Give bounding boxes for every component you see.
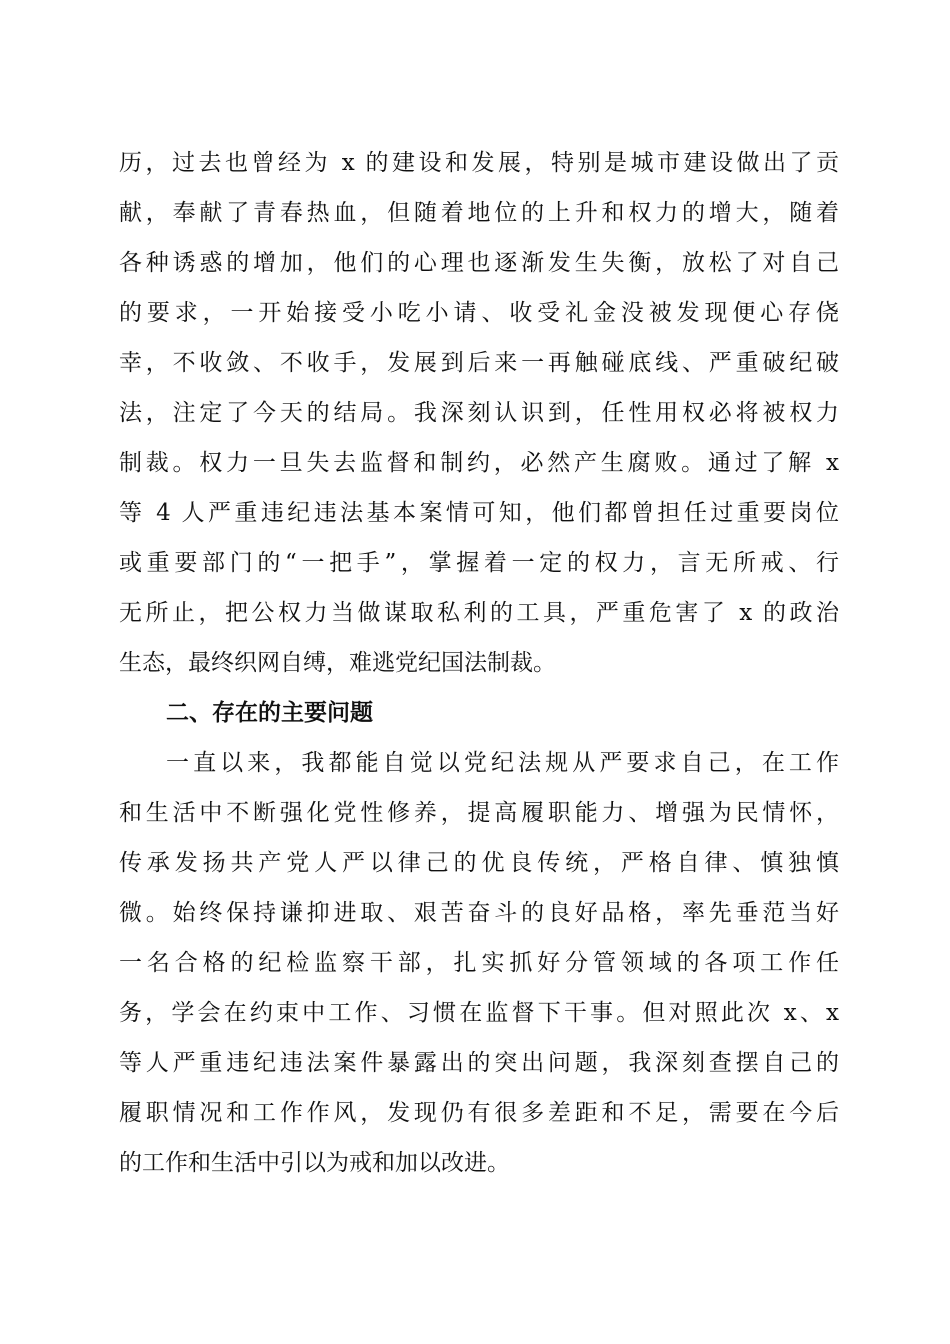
paragraph-line: 法，注定了今天的结局。我深刻认识到，任性用权必将被权力 xyxy=(119,400,839,426)
document-body xyxy=(119,138,839,1188)
paragraph-1 xyxy=(119,138,839,688)
paragraph-2 xyxy=(119,738,839,1188)
paragraph-line: 制裁。权力一旦失去监督和制约，必然产生腐败。通过了解 x xyxy=(119,450,839,476)
section-heading: 二、存在的主要问题 xyxy=(166,700,373,726)
paragraph-line: 务，学会在约束中工作、习惯在监督下干事。但对照此次 x、x xyxy=(119,1000,839,1026)
paragraph-line: 的要求，一开始接受小吃小请、收受礼金没被发现便心存侥 xyxy=(119,300,839,326)
paragraph-line: 和生活中不断强化党性修养，提高履职能力、增强为民情怀， xyxy=(119,800,839,826)
paragraph-line: 等人严重违纪违法案件暴露出的突出问题，我深刻查摆自己的 xyxy=(119,1050,839,1076)
paragraph-line: 献，奉献了青春热血，但随着地位的上升和权力的增大，随着 xyxy=(119,200,839,226)
paragraph-line: 的工作和生活中引以为戒和加以改进。 xyxy=(119,1150,510,1176)
paragraph-line: 微。始终保持谦抑进取、艰苦奋斗的良好品格，率先垂范当好 xyxy=(119,900,839,926)
paragraph-line: 传承发扬共产党人严以律己的优良传统，严格自律、慎独慎 xyxy=(119,850,839,876)
paragraph-line: 或重要部门的“一把手”，掌握着一定的权力，言无所戒、行 xyxy=(119,550,839,576)
paragraph-line: 幸，不收敛、不收手，发展到后来一再触碰底线、严重破纪破 xyxy=(119,350,839,376)
paragraph-line: 历，过去也曾经为 x 的建设和发展，特别是城市建设做出了贡 xyxy=(119,150,839,176)
paragraph-line: 各种诱惑的增加，他们的心理也逐渐发生失衡，放松了对自己 xyxy=(119,250,839,276)
paragraph-line: 一直以来，我都能自觉以党纪法规从严要求自己，在工作 xyxy=(166,750,839,776)
paragraph-line: 等 4 人严重违纪违法基本案情可知，他们都曾担任过重要岗位 xyxy=(119,500,839,526)
paragraph-line: 无所止，把公权力当做谋取私利的工具，严重危害了 x 的政治 xyxy=(119,600,839,626)
paragraph-line: 一名合格的纪检监察干部，扎实抓好分管领域的各项工作任 xyxy=(119,950,839,976)
paragraph-line: 履职情况和工作作风，发现仍有很多差距和不足，需要在今后 xyxy=(119,1100,839,1126)
paragraph-line: 生态，最终织网自缚，难逃党纪国法制裁。 xyxy=(119,650,556,676)
